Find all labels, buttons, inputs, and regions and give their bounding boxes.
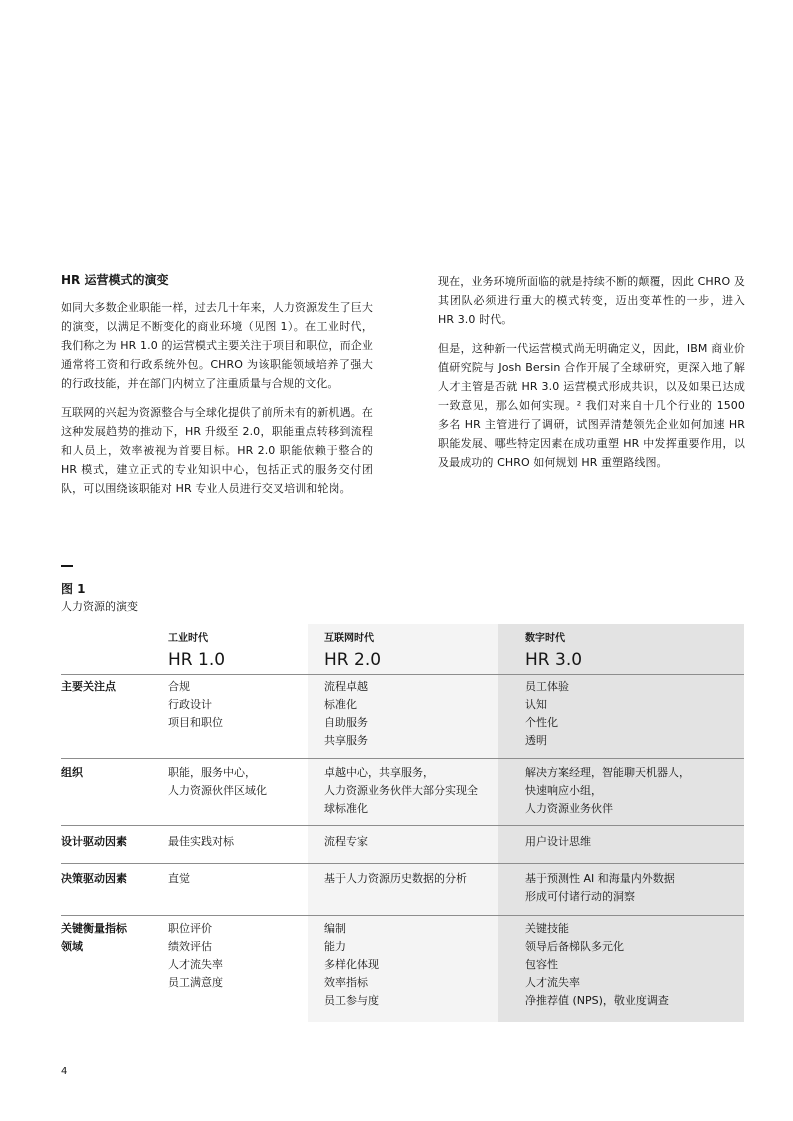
section-title: HR 运营模式的演变: [61, 273, 169, 287]
table-cell: 用户设计思维: [525, 835, 591, 848]
intro-text: [61, 270, 745, 508]
evolution-table: [61, 624, 744, 1022]
table-cell: 职位评价 绩效评估 人才流失率 员工满意度: [168, 922, 223, 989]
right-column: [438, 272, 745, 508]
table-cell: 员工体验 认知 个性化 透明: [525, 680, 569, 747]
table-cell: 基于预测性 AI 和海量内外数据 形成可付诸行动的洞察: [525, 872, 675, 903]
table-cell: 最佳实践对标: [168, 835, 234, 848]
figure-caption: 人力资源的演变: [61, 600, 138, 613]
table-cell: 流程卓越 标准化 自助服务 共享服务: [324, 680, 368, 747]
row-divider: [61, 758, 744, 759]
row-divider: [61, 915, 744, 916]
paragraph: 现在，业务环境所面临的就是持续不断的颠覆，因此 CHRO 及其团队必须进行重大的模式转变，迈出变革性的一步，进入 HR 3.0 时代。: [438, 275, 745, 326]
era-label: 工业时代: [168, 633, 208, 644]
row-divider: [61, 674, 744, 675]
paragraph: 如同大多数企业职能一样，过去几十年来，人力资源发生了巨大的演变，以满足不断变化的商业环境（见图 1）。在工业时代，我们称之为 HR 1.0 的运营模式主要关注于项目和职位，而企业通常将工资和行政系统外包。CHRO 为该职能领域培养了强大的行政技能，并在部门内树立了注重质量与合规的文化。: [61, 301, 373, 390]
row-divider: [61, 825, 744, 826]
table-cell: 卓越中心，共享服务， 人力资源业务伙伴大部分实现全 球标准化: [324, 766, 478, 815]
row-label: 设计驱动因素: [61, 835, 127, 848]
table-cell: 直觉: [168, 872, 190, 885]
figure-label: 图 1: [61, 582, 86, 596]
version-label: HR 3.0: [525, 650, 583, 670]
paragraph: 互联网的兴起为资源整合与全球化提供了前所未有的新机遇。在这种发展趋势的推动下，HR 升级至 2.0，职能重点转移到流程和人员上，效率被视为首要目标。HR 2.0 职能依赖于整合的 HR 模式，建立正式的专业知识中心，包括正式的服务交付团队，可以围绕该职能对 HR 专业人员进行交叉培训和轮岗。: [61, 406, 373, 495]
era-label: 数字时代: [525, 633, 565, 644]
row-divider: [61, 863, 744, 864]
version-label: HR 2.0: [324, 650, 382, 670]
row-label: 组织: [61, 766, 83, 779]
table-cell: 流程专家: [324, 835, 368, 848]
column-header-hr1: [168, 632, 225, 672]
row-label: 决策驱动因素: [61, 872, 127, 885]
page-number: 4: [61, 1066, 68, 1077]
paragraph: 但是，这种新一代运营模式尚无明确定义，因此，IBM 商业价值研究院与 Josh Bersin 合作开展了全球研究，更深入地了解人才主管是否就 HR 3.0 运营模式形成共识，以及如果已达成一致意见，那么如何实现。² 我们对来自十几个行业的 1500 多名 HR 主管进行了调研，试图弄清楚领先企业如何加速 HR 职能发展、哪些特定因素在成功重塑 HR 中发挥重要作用，以及最成功的 CHRO 如何规划 HR 重塑路线图。: [438, 342, 745, 469]
table-cell: 基于人力资源历史数据的分析: [324, 872, 467, 885]
column-header-hr3: [525, 632, 582, 672]
table-cell: 关键技能 领导后备梯队多元化 包容性 人才流失率 净推荐值 (NPS)，敬业度调查: [525, 922, 669, 1007]
version-label: HR 1.0: [168, 650, 226, 670]
table-cell: 编制 能力 多样化体现 效率指标 员工参与度: [324, 922, 379, 1007]
table-cell: 解决方案经理，智能聊天机器人， 快速响应小组， 人力资源业务伙伴: [525, 766, 690, 815]
column-header-hr2: [324, 632, 381, 672]
row-label: 主要关注点: [61, 680, 116, 693]
section-divider: [61, 565, 73, 567]
table-cell: 职能，服务中心， 人力资源伙伴区域化: [168, 766, 267, 797]
era-label: 互联网时代: [324, 633, 374, 644]
left-column: [61, 270, 373, 508]
table-cell: 合规 行政设计 项目和职位: [168, 680, 223, 729]
row-label: 关键衡量指标 领域: [61, 922, 127, 953]
